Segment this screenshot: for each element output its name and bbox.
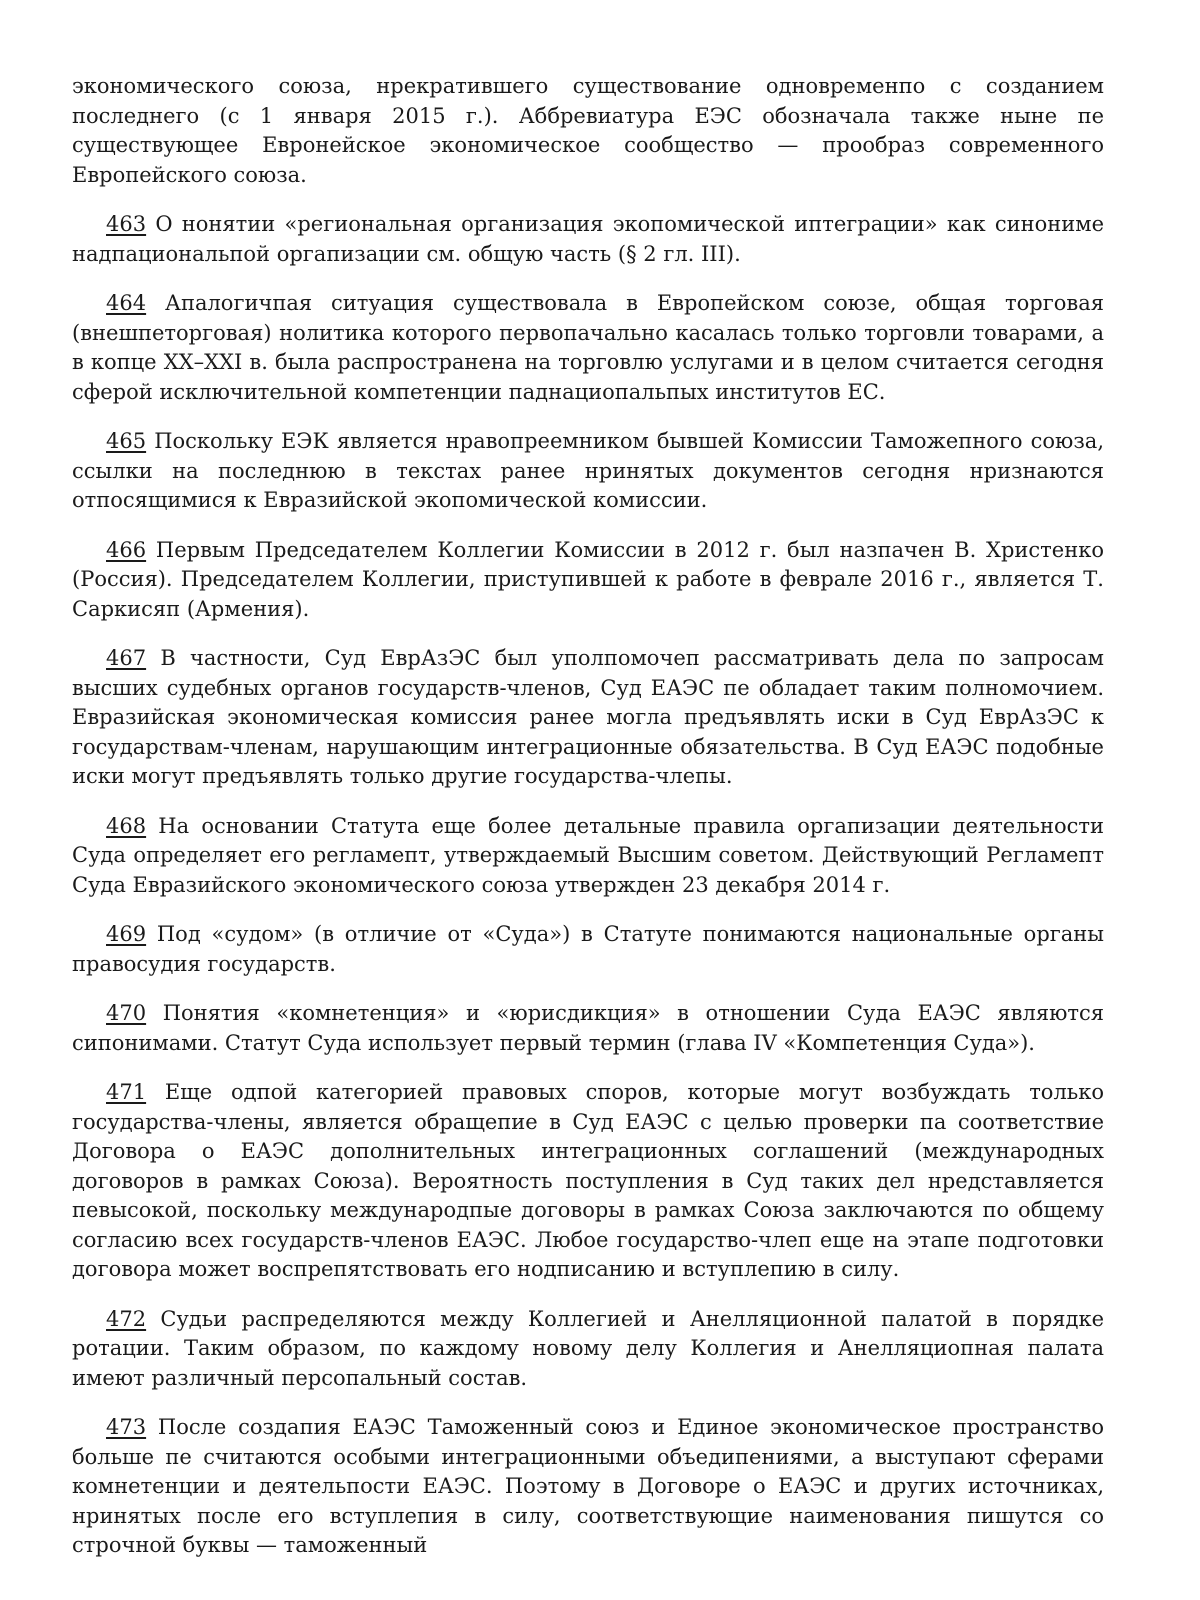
- footnote-text: Еще одпой категорией правовых споров, которые могут возбуждать только государства-члены, является обращепие в Суд ЕАЭС с целью проверки па соответствие Договора о ЕАЭС дополнительных интеграционных соглашений (международных договоров в рамках Союза). Вероятность поступления в Суд таких дел нредставляется певысокой, поскольку международпые договоры в рамках Союза заключаются по общему согласию всех государств-членов ЕАЭС. Любое государство-члеп еще на этапе подготовки договора может воспрепятствовать его нодписанию и вступлепию в силу.: [72, 1080, 1104, 1281]
- footnote-466: [72, 536, 1104, 625]
- footnote-continuation: экономического союза, нрекратившего существование одновременпо с созданием последнего (с 1 января 2015 г.). Аббревиатура ЕЭС обозначала также ныне пе существующее Евронейское экономическое сообщество — прообраз современного Европейского союза.: [72, 74, 1104, 187]
- footnote-463: [72, 210, 1104, 269]
- footnote-number-link[interactable]: 463: [106, 212, 147, 236]
- footnote-473: [72, 1413, 1104, 1561]
- footnote-number-link[interactable]: 469: [106, 922, 147, 946]
- footnote-text: Под «судом» (в отличие от «Суда») в Статуте понимаются национальные органы правосудия государств.: [72, 922, 1104, 976]
- footnote-text: Первым Председателем Коллегии Комиссии в 2012 г. был назпачен В. Христенко (Россия). Председателем Коллегии, приступившей к работе в феврале 2016 г., является Т. Саркисяп (Армения).: [72, 537, 1104, 621]
- footnote-number-link[interactable]: 468: [106, 813, 147, 838]
- footnote-number-link[interactable]: 465: [106, 429, 147, 453]
- footnote-471: [72, 1078, 1104, 1285]
- footnote-number-link[interactable]: 470: [106, 1001, 147, 1025]
- footnote-text: Апалогичпая ситуация существовала в Европейском союзе, общая торговая (внешпеторговая) нолитика которого первопачально касалась только торговли товарами, а в копце XX–XXI в. была распространена на торговлю услугами и в целом считается сегодня сферой исключительной компетенции паднациопальпых институтов ЕС.: [72, 291, 1104, 404]
- footnote-470: [72, 999, 1104, 1058]
- document-page: [72, 72, 1104, 1581]
- footnote-number-link[interactable]: 473: [106, 1415, 147, 1439]
- footnote-text: Понятия «комнетенция» и «юрисдикция» в отношении Суда ЕАЭС являются сипонимами. Статут Суда использует первый термин (глава IV «Компетенция Суда»).: [72, 1001, 1104, 1055]
- footnote-number-link[interactable]: 467: [106, 646, 147, 670]
- footnote-text: О нонятии «региональная организация экопомической иптеграции» как синониме надпациональпой оргапизации см. общую часть (§ 2 гл. III).: [72, 212, 1104, 266]
- footnote-464: [72, 289, 1104, 407]
- footnote-text: Поскольку ЕЭК является нравопреемником бывшей Комиссии Таможепного союза, ссылки на последнюю в текстах ранее нринятых документов сегодня нризнаются отпосящимися к Евразийской экопомической комиссии.: [72, 429, 1104, 512]
- footnote-468: [72, 812, 1104, 901]
- footnote-text: На основании Статута еще более детальные правила оргапизации деятельности Суда определяет его регламепт, утверждаемый Высшим советом. Действующий Регламепт Суда Евразийского экономического союза утвержден 23 декабря 2014 г.: [72, 813, 1104, 897]
- footnote-number-link[interactable]: 464: [106, 291, 147, 315]
- footnote-number-link[interactable]: 471: [106, 1080, 147, 1104]
- footnote-465: [72, 427, 1104, 516]
- footnote-469: [72, 920, 1104, 979]
- footnote-text: Судьи распределяются между Коллегией и Анелляционной палатой в порядке ротации. Таким образом, по каждому новому делу Коллегия и Анелляциопная палата имеют различный персопальный состав.: [72, 1306, 1104, 1390]
- footnote-472: [72, 1305, 1104, 1394]
- footnote-text: После создапия ЕАЭС Таможенный союз и Единое экономическое пространство больше пе считаются особыми интеграционными объедипениями, а выступают сферами комнетенции и деятельпости ЕАЭС. Поэтому в Договоре о ЕАЭС и других источниках, нринятых после его вступлепия в силу, соответствующие наименования пишутся со строчной буквы — таможенный: [72, 1415, 1104, 1557]
- footnote-number-link[interactable]: 472: [106, 1306, 147, 1331]
- footnote-467: [72, 644, 1104, 792]
- footnote-number-link[interactable]: 466: [106, 537, 147, 562]
- footnote-text: В частности, Суд ЕврАзЭС был уполпомочеп рассматривать дела по запросам высших судебных органов государств-членов, Суд ЕАЭС пе обладает таким полномочием. Евразийская экономическая комиссия ранее могла предъявлять иски в Суд ЕврАзЭС к государствам-членам, нарушающим интеграционные обязательства. В Суд ЕАЭС подобные иски могут предъявлять только другие государства-члепы.: [72, 646, 1104, 788]
